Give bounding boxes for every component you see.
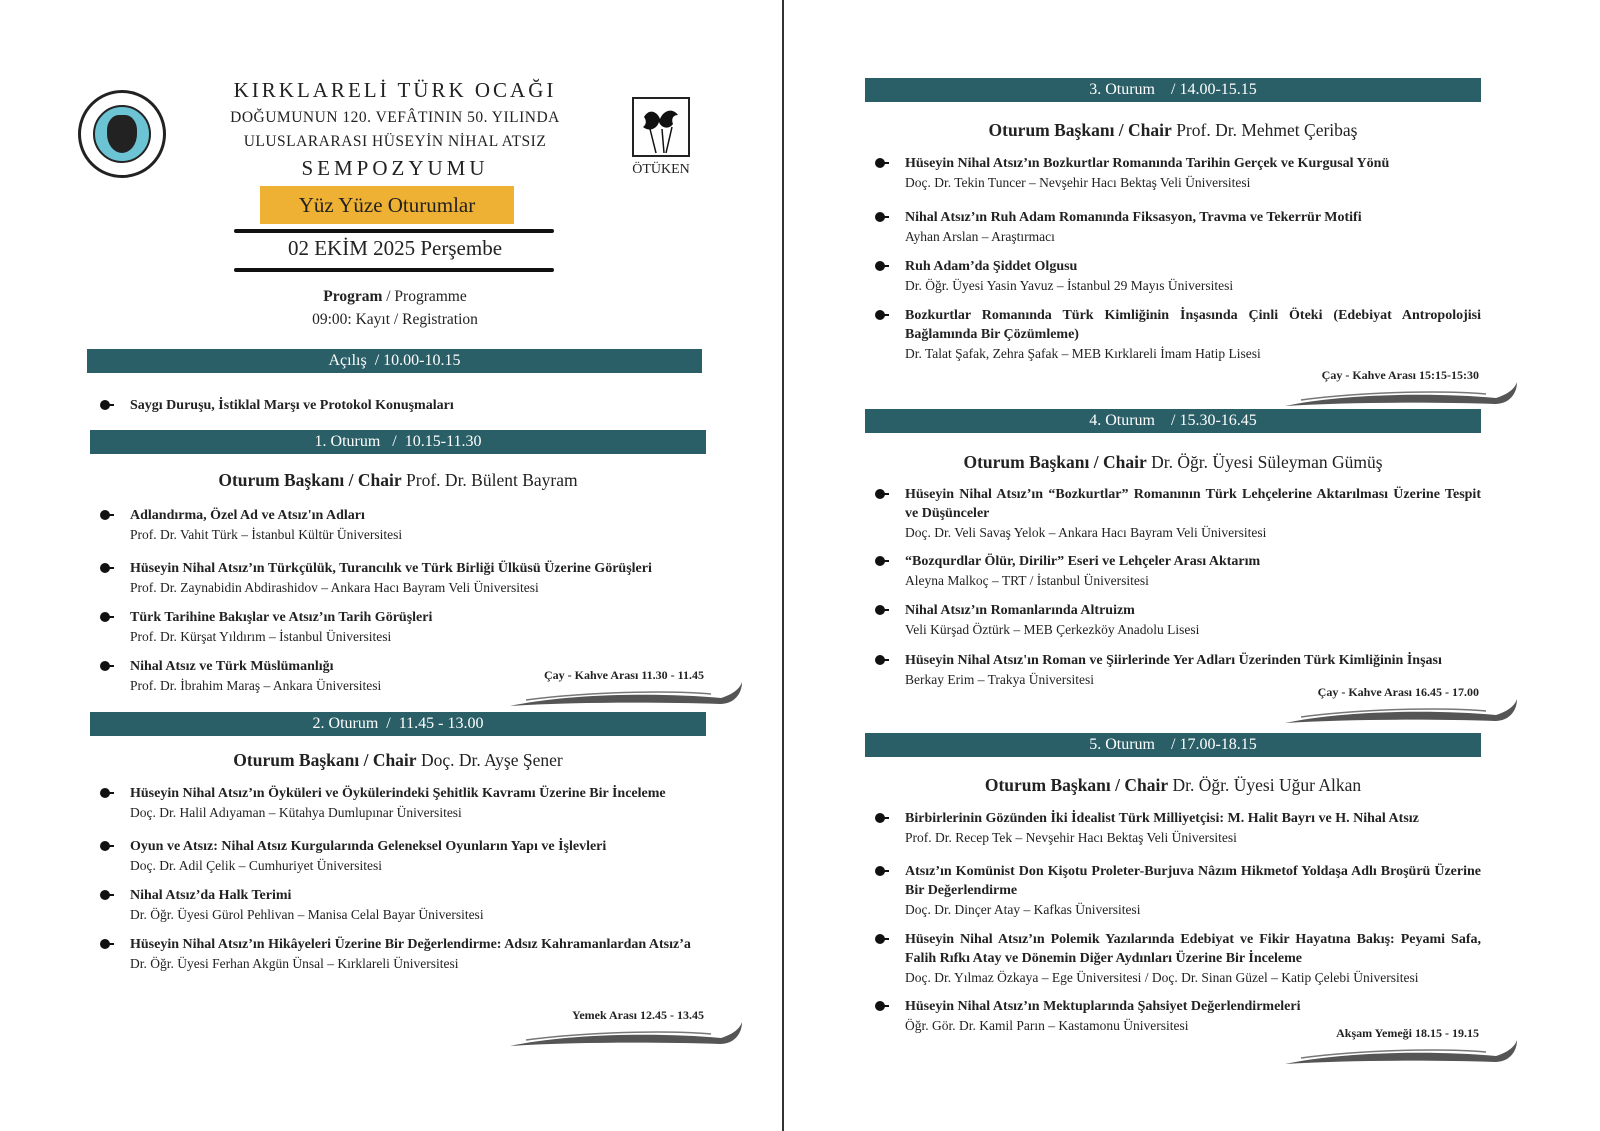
- bullet-icon: [875, 556, 885, 566]
- paper-title: Hüseyin Nihal Atsız’ın Hikâyeleri Üzerine Bir Değerlendirme: Adsız Kahramanlardan Atsız’a: [130, 937, 691, 952]
- paper-title: Hüseyin Nihal Atsız’ın Öyküleri ve Öykülerindeki Şehitlik Kavramı Üzerine Bir İnceleme: [130, 786, 666, 801]
- program-label: Program: [323, 288, 383, 305]
- session-chair: [865, 775, 1481, 796]
- page-divider: [782, 0, 784, 1131]
- paper-author: Prof. Dr. Vahit Türk – İstanbul Kültür Üniversitesi: [130, 527, 403, 542]
- session-chair: [865, 120, 1481, 141]
- paper-author: Dr. Talat Şafak, Zehra Şafak – MEB Kırklareli İmam Hatip Lisesi: [905, 346, 1261, 361]
- session-bar: 5. Oturum / 17.00-18.15: [865, 733, 1481, 757]
- paper-item: [130, 559, 706, 597]
- paper-title: Birbirlerinin Gözünden İki İdealist Türk Milliyetçisi: M. Halit Bayrı ve H. Nihal Atsız: [905, 811, 1419, 826]
- paper-item: [130, 784, 706, 822]
- bullet-icon: [100, 563, 110, 573]
- swoosh-ornament: [1281, 380, 1521, 410]
- rule-bottom: [234, 268, 554, 272]
- bullet-icon: [100, 612, 110, 622]
- paper-item: [905, 809, 1481, 847]
- bullet-icon: [100, 400, 110, 410]
- paper-title: Oyun ve Atsız: Nihal Atsız Kurgularında Geleneksel Oyunların Yapı ve İşlevleri: [130, 839, 607, 854]
- paper-title: Hüseyin Nihal Atsız’ın “Bozkurtlar” Romanının Türk Lehçelerine Aktarılması Üzerine Tespit ve Düşünceler: [905, 487, 1481, 521]
- session-bar: 2. Oturum / 11.45 - 13.00: [90, 712, 706, 736]
- paper-title: Nihal Atsız’da Halk Terimi: [130, 888, 292, 903]
- bullet-icon: [875, 489, 885, 499]
- bullet-icon: [100, 939, 110, 949]
- chair-label: Oturum Başkanı / Chair: [984, 775, 1169, 795]
- paper-title: Nihal Atsız’ın Romanlarında Altruizm: [905, 603, 1135, 618]
- paper-author: Doç. Dr. Tekin Tuncer – Nevşehir Hacı Bektaş Veli Üniversitesi: [905, 175, 1251, 190]
- bullet-icon: [875, 158, 885, 168]
- paper-author: Doç. Dr. Yılmaz Özkaya – Ege Üniversitesi / Doç. Dr. Sinan Güzel – Katip Çelebi Üniversitesi: [905, 970, 1419, 985]
- break-label: Çay - Kahve Arası 11.30 - 11.45: [543, 668, 704, 682]
- bullet-icon: [875, 212, 885, 222]
- paper-author: Doç. Dr. Halil Adıyaman – Kütahya Dumlupınar Üniversitesi: [130, 805, 462, 820]
- otuken-logo-text: ÖTÜKEN: [632, 162, 690, 177]
- paper-author: Aleyna Malkoç – TRT / İstanbul Üniversitesi: [905, 573, 1149, 588]
- paper-author: Ayhan Arslan – Araştırmacı: [905, 229, 1055, 244]
- otuken-logo: [632, 97, 690, 157]
- paper-item: [905, 601, 1481, 639]
- paper-item: [905, 208, 1481, 246]
- break-label: Akşam Yemeği 18.15 - 19.15: [1336, 1026, 1479, 1040]
- opening-bar: Açılış / 10.00-10.15: [87, 349, 702, 373]
- paper-title: Hüseyin Nihal Atsız’ın Mektuplarında Şahsiyet Değerlendirmeleri: [905, 999, 1301, 1014]
- break-label: Çay - Kahve Arası 16.45 - 17.00: [1317, 685, 1479, 699]
- paper-author: Dr. Öğr. Üyesi Yasin Yavuz – İstanbul 29 Mayıs Üniversitesi: [905, 278, 1234, 293]
- paper-title: Atsız’ın Komünist Don Kişotu Proleter-Burjuva Nâzım Hikmetof Yoldaşa Adlı Broşürü Üzerine Bir Değerlendirme: [905, 864, 1481, 898]
- paper-author: Veli Kürşad Öztürk – MEB Çerkezköy Anadolu Lisesi: [905, 622, 1200, 637]
- paper-item: [130, 837, 706, 875]
- paper-item: [130, 506, 706, 544]
- swoosh-ornament: [506, 1020, 746, 1050]
- paper-item: [905, 930, 1481, 987]
- symposium-title: SEMPOZYUMU: [301, 156, 489, 180]
- subtitle-line-2: ULUSLARARASI HÜSEYİN NİHAL ATSIZ: [243, 133, 547, 150]
- paper-author: Doç. Dr. Veli Savaş Yelok – Ankara Hacı Bayram Veli Üniversitesi: [905, 525, 1267, 540]
- bullet-icon: [875, 310, 885, 320]
- turk-ocaklari-logo: [78, 90, 166, 178]
- paper-item: [130, 935, 706, 973]
- format-banner: Yüz Yüze Oturumlar: [260, 186, 514, 224]
- paper-title: Nihal Atsız ve Türk Müslümanlığı: [130, 659, 334, 674]
- session-chair: [90, 750, 706, 771]
- chair-name: Prof. Dr. Bülent Bayram: [406, 470, 578, 490]
- bullet-icon: [100, 510, 110, 520]
- bullet-icon: [875, 655, 885, 665]
- subtitle-line-1: DOĞUMUNUN 120. VEFÂTININ 50. YILINDA: [230, 109, 560, 126]
- paper-author: Prof. Dr. Recep Tek – Nevşehir Hacı Bektaş Veli Üniversitesi: [905, 830, 1237, 845]
- paper-author: Öğr. Gör. Dr. Kamil Parın – Kastamonu Üniversitesi: [905, 1018, 1189, 1033]
- chair-name: Doç. Dr. Ayşe Şener: [420, 750, 563, 770]
- chair-label: Oturum Başkanı / Chair: [963, 452, 1147, 472]
- bullet-icon: [875, 813, 885, 823]
- paper-title: “Bozqurdlar Ölür, Dirilir” Eseri ve Lehçeler Arası Aktarım: [905, 554, 1261, 569]
- paper-author: Prof. Dr. İbrahim Maraş – Ankara Üniversitesi: [130, 678, 382, 693]
- chair-label: Oturum Başkanı / Chair: [988, 120, 1172, 140]
- paper-item: [905, 257, 1481, 295]
- paper-item: [130, 886, 706, 924]
- paper-title: Adlandırma, Özel Ad ve Atsız'ın Adları: [130, 508, 365, 523]
- swoosh-ornament: [506, 680, 746, 710]
- chair-label: Oturum Başkanı / Chair: [233, 750, 417, 770]
- bullet-icon: [875, 1001, 885, 1011]
- break-label: Yemek Arası 12.45 - 13.45: [572, 1008, 704, 1022]
- program-heading: [200, 288, 590, 306]
- bullet-icon: [875, 261, 885, 271]
- org-title: KIRKLARELİ TÜRK OCAĞI: [233, 78, 557, 102]
- registration-line: 09:00: Kayıt / Registration: [312, 311, 478, 328]
- chair-name: Prof. Dr. Mehmet Çeribaş: [1176, 120, 1358, 140]
- bullet-icon: [100, 841, 110, 851]
- bullet-icon: [100, 661, 110, 671]
- paper-author: Dr. Öğr. Üyesi Ferhan Akgün Ünsal – Kırklareli Üniversitesi: [130, 956, 459, 971]
- paper-title: Hüseyin Nihal Atsız’ın Türkçülük, Turancılık ve Türk Birliği Ülküsü Üzerine Görüşleri: [130, 561, 652, 576]
- paper-author: Berkay Erim – Trakya Üniversitesi: [905, 672, 1094, 687]
- break-label: Çay - Kahve Arası 15:15-15:30: [1321, 368, 1479, 382]
- bullet-icon: [100, 890, 110, 900]
- rule-top: [234, 229, 554, 233]
- paper-author: Doç. Dr. Adil Çelik – Cumhuriyet Üniversitesi: [130, 858, 382, 873]
- session-chair: [865, 452, 1481, 473]
- paper-item: [905, 862, 1481, 919]
- paper-title: Nihal Atsız’ın Ruh Adam Romanında Fiksasyon, Travma ve Tekerrür Motifi: [905, 210, 1362, 225]
- programme-label: / Programme: [382, 288, 467, 305]
- chair-name: Dr. Öğr. Üyesi Uğur Alkan: [1172, 775, 1362, 795]
- paper-item: [130, 608, 706, 646]
- paper-title: Türk Tarihine Bakışlar ve Atsız’ın Tarih Görüşleri: [130, 610, 433, 625]
- paper-item: [905, 651, 1481, 689]
- paper-title: Hüseyin Nihal Atsız’ın Polemik Yazılarında Edebiyat ve Fikir Hayatına Bakış: Peyami Safa, Falih Rıfkı Atay ve Dönemin Diğer Aydınları Üzerine Bir İnceleme: [905, 932, 1481, 966]
- bullet-icon: [875, 934, 885, 944]
- swoosh-ornament: [1281, 697, 1521, 727]
- event-date: 02 EKİM 2025 Perşembe: [287, 236, 503, 260]
- paper-author: Doç. Dr. Dinçer Atay – Kafkas Üniversitesi: [905, 902, 1141, 917]
- paper-item: [905, 552, 1481, 590]
- chair-name: Dr. Öğr. Üyesi Süleyman Gümüş: [1151, 452, 1383, 472]
- opening-item: [130, 396, 710, 415]
- bullet-icon: [875, 605, 885, 615]
- paper-item: [905, 154, 1481, 192]
- swoosh-ornament: [1281, 1038, 1521, 1068]
- session-chair: [90, 470, 706, 491]
- bullet-icon: [100, 788, 110, 798]
- paper-title: Bozkurtlar Romanında Türk Kimliğinin İnşasında Çinli Öteki (Edebiyat Antropolojisi Bağlamında Bir Çözümleme): [905, 308, 1481, 342]
- paper-author: Dr. Öğr. Üyesi Gürol Pehlivan – Manisa Celal Bayar Üniversitesi: [130, 907, 484, 922]
- bullet-icon: [875, 866, 885, 876]
- paper-item: [905, 485, 1481, 542]
- session-bar: 4. Oturum / 15.30-16.45: [865, 409, 1481, 433]
- paper-item: [905, 306, 1481, 363]
- session-bar: 1. Oturum / 10.15-11.30: [90, 430, 706, 454]
- paper-author: Prof. Dr. Zaynabidin Abdirashidov – Ankara Hacı Bayram Veli Üniversitesi: [130, 580, 539, 595]
- chair-label: Oturum Başkanı / Chair: [218, 470, 402, 490]
- paper-title: Hüseyin Nihal Atsız'ın Roman ve Şiirlerinde Yer Adları Üzerinden Türk Kimliğinin İnşası: [905, 653, 1442, 668]
- opening-item-title: Saygı Duruşu, İstiklal Marşı ve Protokol Konuşmaları: [130, 398, 454, 413]
- paper-title: Ruh Adam’da Şiddet Olgusu: [905, 259, 1078, 274]
- paper-author: Prof. Dr. Kürşat Yıldırım – İstanbul Üniversitesi: [130, 629, 392, 644]
- session-bar: 3. Oturum / 14.00-15.15: [865, 78, 1481, 102]
- paper-title: Hüseyin Nihal Atsız’ın Bozkurtlar Romanında Tarihin Gerçek ve Kurgusal Yönü: [905, 156, 1390, 171]
